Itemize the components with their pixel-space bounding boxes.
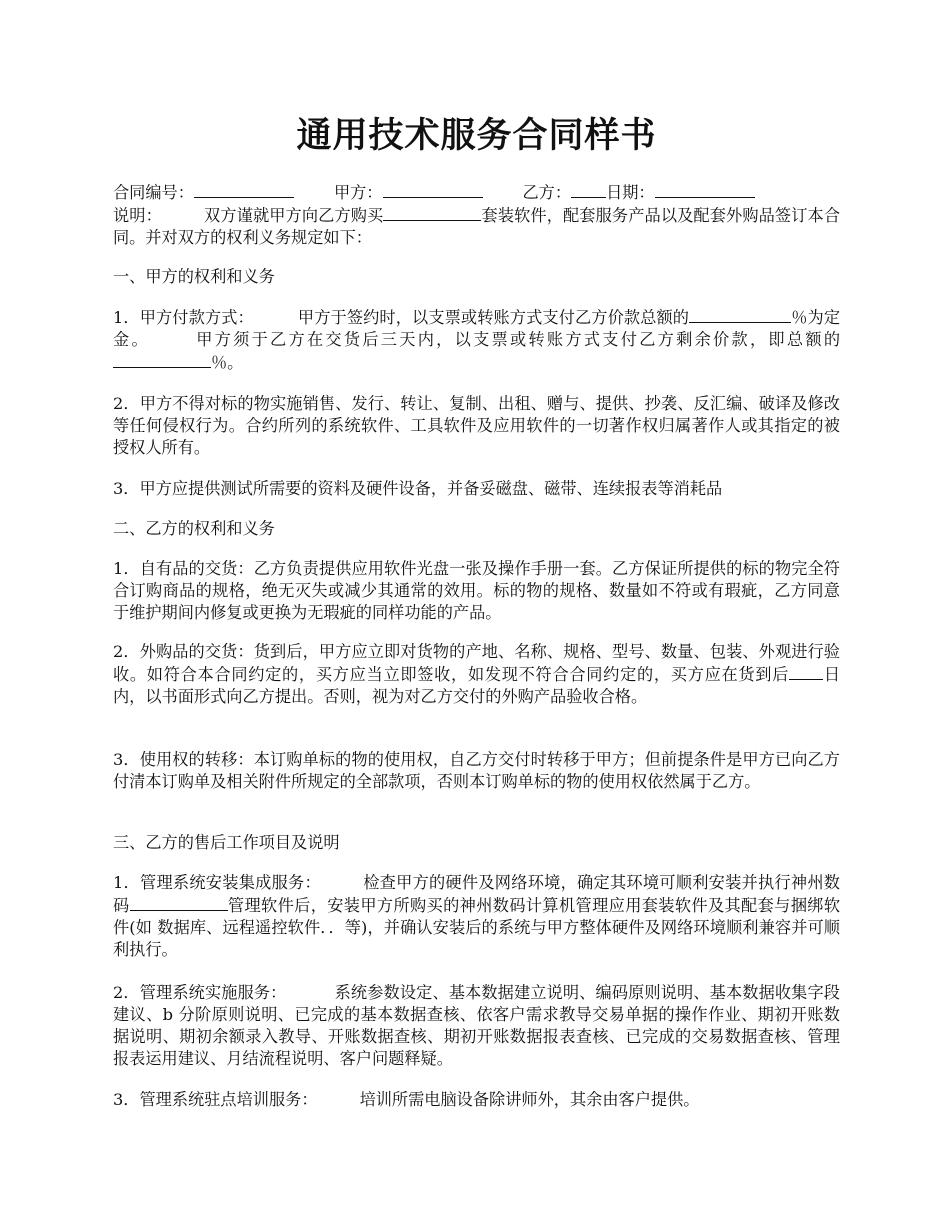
clause-text-2: 日内，以书面形式向乙方提出。否则，视为对乙方交付的外购产品验收合格。 (113, 665, 841, 706)
clause-2-3: 3．使用权的转移：本订购单标的物的使用权，自乙方交付时转移于甲方；但前提条件是甲方已向乙方付清本订购单及相关附件所规定的全部款项，否则本订购单标的物的使用权依然属于乙方。 (113, 750, 840, 791)
clause-text: 系统参数设定、基本数据建立说明、编码原则说明、基本数据收集字段建议、b 分阶原则说明、已完成的基本数据查核、依客户需求教导交易单据的操作作业、期初开账数据说明、期初余额录入教导、开账数据查核、期初开账数据报表查核、已完成的交易数据查核、管理报表运用建议、月结流程说明、客户问题释疑。 (113, 983, 840, 1068)
section-heading-1: 一、甲方的权利和义务 (113, 267, 275, 286)
clause-text-2: 管理软件后，安装甲方所购买的神州数码计算机管理应用套装软件及其配套与捆绑软件(如 数据库、远程遥控软件．．等)，并确认安装后的系统与甲方整体硬件及网络环境顺利兼容并可顺利执行。 (113, 896, 841, 959)
software-name-blank[interactable] (130, 894, 228, 911)
clause-1-1 (113, 306, 840, 374)
clause-text-4: ％。 (211, 353, 244, 372)
clause-1-3: 3．甲方应提供测试所需要的资料及硬件设备，并备妥磁盘、磁带、连续报表等消耗品 (113, 479, 723, 498)
deposit-percent-blank[interactable] (689, 306, 773, 323)
balance-percent-blank[interactable] (113, 351, 211, 368)
clause-label: 2．管理系统实施服务： (113, 983, 287, 1002)
party-a-blank[interactable] (383, 181, 483, 198)
party-b-label: 乙方： (522, 183, 572, 202)
clause-2-2 (113, 641, 840, 708)
clause-label: 3．管理系统驻点培训服务： (113, 1090, 318, 1109)
clause-3-1 (113, 872, 840, 961)
software-blank[interactable] (383, 204, 481, 221)
clause-text-2: ％为定金。 (113, 308, 841, 349)
party-a-label: 甲方： (333, 183, 383, 202)
party-b-blank[interactable] (571, 181, 606, 198)
deposit-percent-blank-2[interactable] (773, 306, 791, 323)
clause-text: 2．外购品的交货：货到后，甲方应立即对货物的产地、名称、规格、型号、数量、包装、外观进行验收。如符合本合同约定的，买方应当立即签收，如发现不符合合同约定的，买方应在货到后 (113, 642, 840, 684)
document-title: 通用技术服务合同样书 (296, 115, 657, 156)
days-blank[interactable] (789, 663, 823, 680)
date-blank[interactable] (655, 181, 755, 198)
intro-text-2: 套装软件，配套服务产品以及配套外购品签订本合同。并对双方的权利义务规定如下： (113, 206, 841, 247)
header-line (113, 181, 840, 204)
section-heading-3: 三、乙方的售后工作项目及说明 (113, 833, 340, 852)
clause-1-2: 2．甲方不得对标的物实施销售、发行、转让、复制、出租、赠与、提供、抄袭、反汇编、破译及修改等任何侵权行为。合约所列的系统软件、工具软件及应用软件的一切著作权归属著作人或其指定的被授权人所有。 (113, 394, 840, 457)
clause-label: 1．管理系统安装集成服务： (113, 873, 321, 892)
clause-3-2 (113, 982, 840, 1070)
contract-no-label: 合同编号： (113, 183, 194, 202)
clause-label: 1．甲方付款方式： (113, 308, 254, 327)
section-heading-2: 二、乙方的权利和义务 (113, 519, 275, 538)
clause-text-3: 甲方须于乙方在交货后三天内，以支票或转账方式支付乙方剩余价款，即总额的 (193, 330, 841, 349)
clause-3-3 (113, 1089, 840, 1111)
clause-text: 检查甲方的硬件及网络环境，确定其环境可顺利安装并执行神州数码 (113, 873, 840, 915)
intro-paragraph (113, 204, 840, 249)
date-label: 日期： (606, 183, 655, 202)
clause-text: 甲方于签约时，以支票或转账方式支付乙方价款总额的 (297, 308, 690, 327)
intro-text: 双方谨就甲方向乙方购买 (203, 206, 384, 225)
clause-2-1: 1．自有品的交货：乙方负责提供应用软件光盘一张及操作手册一套。乙方保证所提供的标的物完全符合订购商品的规格，绝无灭失或减少其通常的效用。标的物的规格、数量如不符或有瑕疵，乙方同意于维护期间内修复或更换为无瑕疵的同样功能的产品。 (113, 559, 840, 622)
clause-text: 培训所需电脑设备除讲师外，其余由客户提供。 (359, 1090, 700, 1109)
intro-label: 说明： (113, 206, 162, 225)
contract-no-blank[interactable] (194, 181, 294, 198)
